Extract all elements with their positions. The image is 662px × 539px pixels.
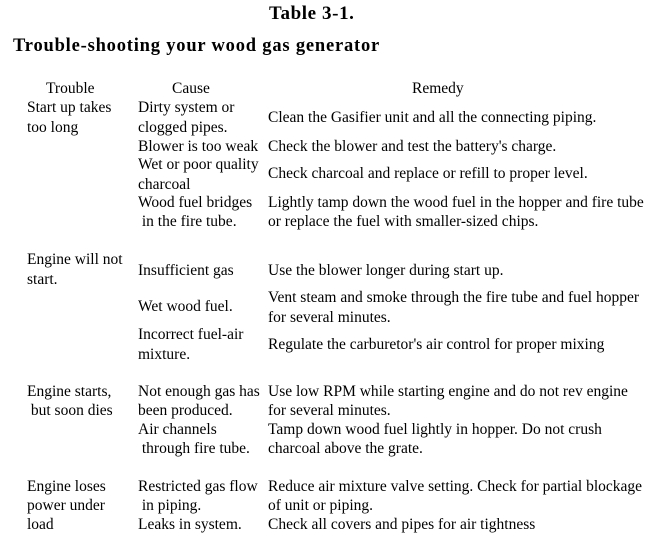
remedy-text: Vent steam and smoke through the fire tube and fuel hopper [268, 289, 640, 306]
remedy-text: Check the blower and test the battery's charge. [268, 138, 557, 155]
remedy-text: Lightly tamp down the wood fuel in the hopper and fire tube [268, 194, 644, 211]
trouble-text: load [27, 516, 54, 533]
remedy-text: Check all covers and pipes for air tightness [268, 516, 536, 533]
cause-text: Blower is too weak [138, 138, 259, 155]
remedy-text: Check charcoal and replace or refill to proper level. [268, 165, 588, 182]
remedy-text: Use low RPM while starting engine and do not rev engine [268, 383, 628, 400]
trouble-text: Start up takes [27, 99, 112, 116]
cause-text: Wet wood fuel. [138, 298, 233, 315]
trouble-text: power under [27, 497, 105, 514]
cause-text: through fire tube. [138, 440, 250, 457]
trouble-text: but soon dies [27, 402, 113, 419]
table-subtitle: Trouble-shooting your wood gas generator [13, 36, 381, 56]
remedy-text: Use the blower longer during start up. [268, 262, 504, 279]
trouble-text: Engine starts, [27, 383, 112, 400]
remedy-text: for several minutes. [268, 309, 391, 326]
cause-text: in piping. [138, 497, 202, 514]
cause-text: Dirty system or [138, 99, 235, 116]
remedy-text: Regulate the carburetor's air control for proper mixing [268, 336, 605, 353]
cause-text: Wet or poor quality [138, 156, 259, 173]
remedy-text: Clean the Gasifier unit and all the connecting piping. [268, 109, 597, 126]
remedy-text: for several minutes. [268, 402, 391, 419]
cause-text: charcoal [138, 176, 191, 193]
header-trouble: Trouble [46, 80, 95, 97]
cause-text: Air channels [138, 421, 217, 438]
cause-text: Wood fuel bridges [138, 194, 253, 211]
cause-text: in the fire tube. [138, 213, 237, 230]
remedy-text: Tamp down wood fuel lightly in hopper. Do not crush [268, 421, 602, 438]
cause-text: been produced. [138, 402, 233, 419]
cause-text: Restricted gas flow [138, 478, 258, 495]
cause-text: mixture. [138, 346, 191, 363]
trouble-text: Engine will not [27, 251, 123, 268]
remedy-text: of unit or piping. [268, 497, 374, 514]
cause-text: Incorrect fuel-air [138, 326, 244, 343]
trouble-text: start. [27, 271, 58, 288]
remedy-text: Reduce air mixture valve setting. Check for partial blockage [268, 478, 643, 495]
cause-text: Leaks in system. [138, 516, 242, 533]
table-title: Table 3-1. [269, 3, 355, 24]
header-cause: Cause [172, 80, 210, 97]
cause-text: Insufficient gas [138, 262, 234, 279]
trouble-text: too long [27, 119, 79, 136]
trouble-text: Engine loses [27, 478, 106, 495]
header-remedy: Remedy [412, 80, 464, 97]
remedy-text: charcoal above the grate. [268, 440, 423, 457]
remedy-text: or replace the fuel with smaller-sized chips. [268, 213, 539, 230]
cause-text: clogged pipes. [138, 119, 228, 136]
cause-text: Not enough gas has [138, 383, 260, 400]
